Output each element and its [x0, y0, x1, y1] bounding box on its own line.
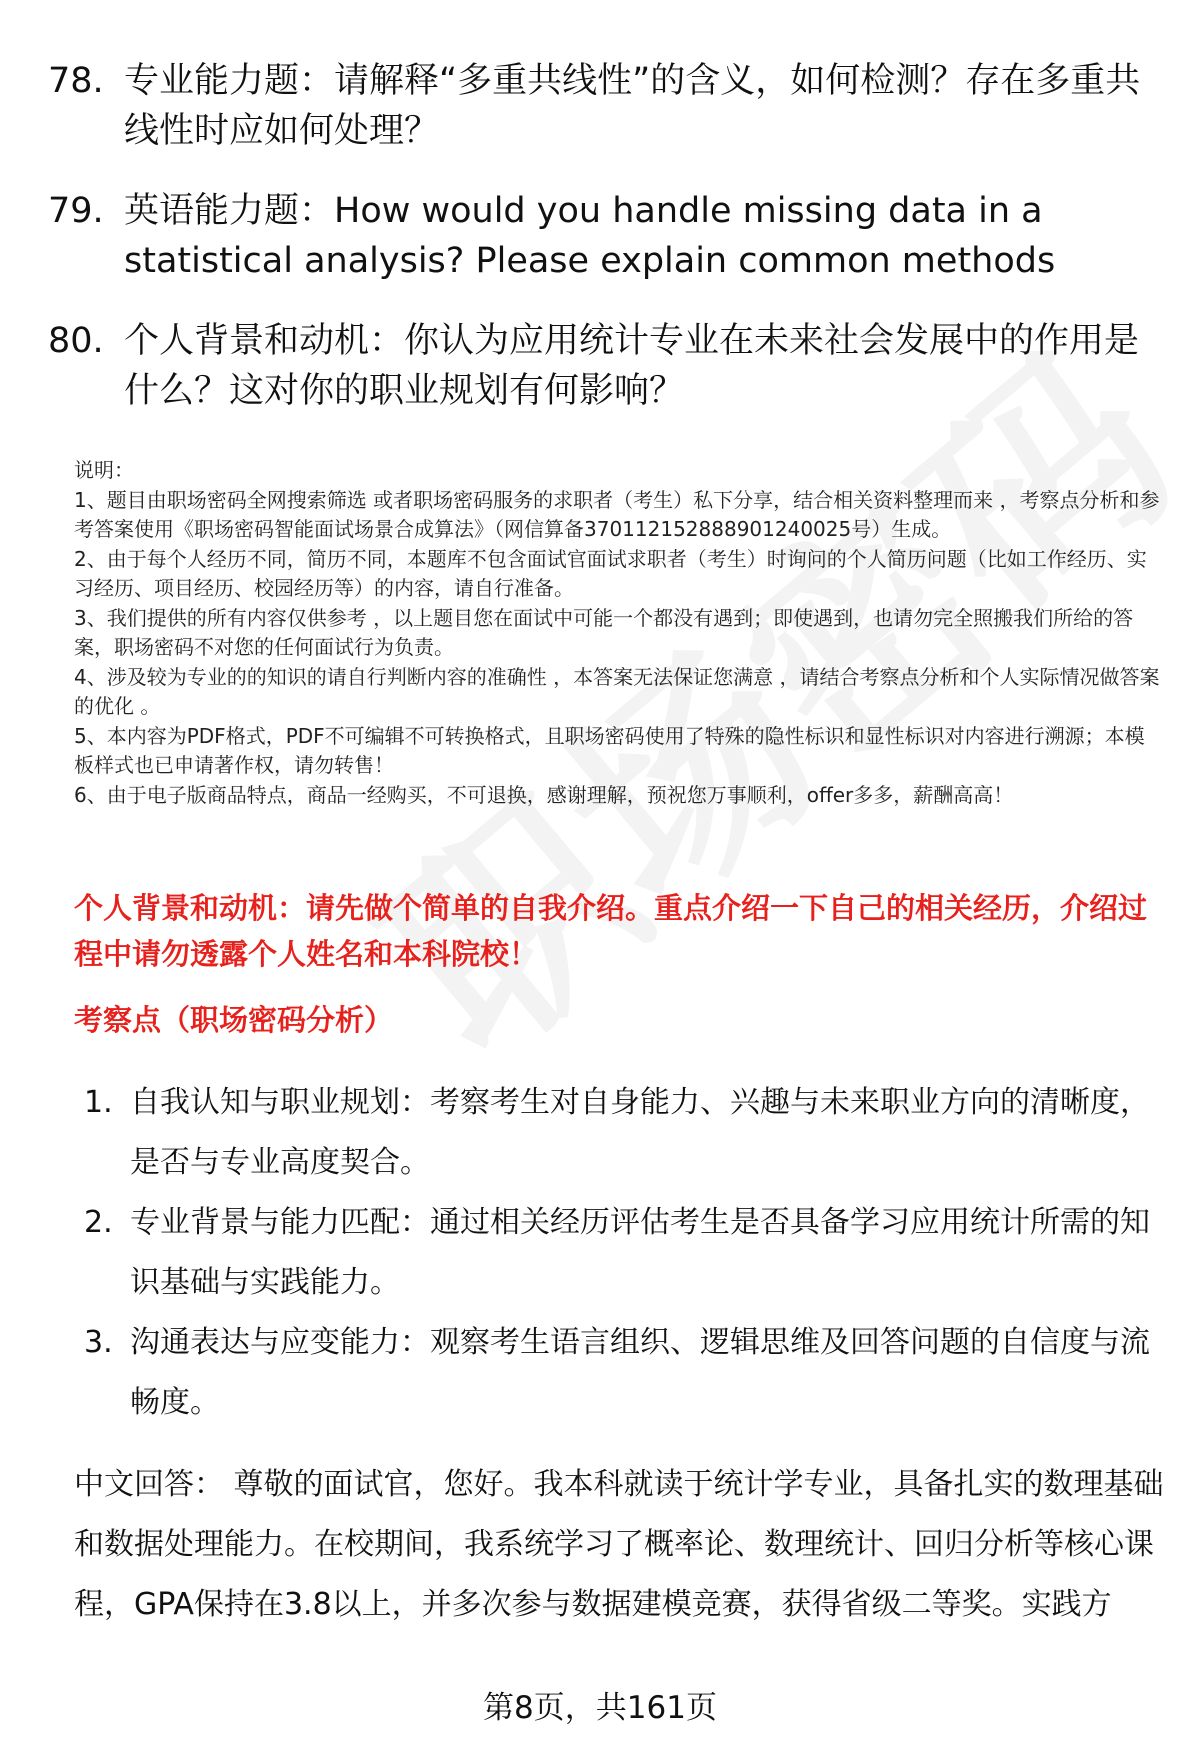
kaocha-title: 考察点（职场密码分析） [74, 1003, 394, 1037]
note-item: 4、涉及较为专业的的知识的请自行判断内容的准确性 ，本答案无法保证您满意 ，请结合考察点分析和个人实际情况做答案的优化 。 [74, 664, 1160, 718]
question-number: 79. [48, 191, 104, 231]
question-number: 80. [48, 321, 104, 361]
page-footer: 第8页，共161页 [483, 1690, 717, 1726]
note-item: 1、题目由职场密码全网搜索筛选 或者职场密码服务的求职者（考生）私下分享，结合相关资料整理而来 ，考察点分析和参考答案使用《职场密码智能面试场景合成算法》（网信算备370112152888901240025号）生成。 [74, 487, 1160, 541]
point-text: 专业背景与能力匹配：通过相关经历评估考生是否具备学习应用统计所需的知识基础与实践能力。 [130, 1205, 1150, 1300]
notes-title: 说明： [74, 458, 134, 482]
point-number: 3. [84, 1325, 113, 1360]
point-text: 沟通表达与应变能力：观察考生语言组织、逻辑思维及回答问题的自信度与流畅度。 [130, 1325, 1150, 1420]
question-text: 个人背景和动机：你认为应用统计专业在未来社会发展中的作用是什么？这对你的职业规划有何影响？ [124, 321, 1140, 411]
point-text: 自我认知与职业规划：考察考生对自身能力、兴趣与未来职业方向的清晰度，是否与专业高度契合。 [130, 1085, 1150, 1180]
kaocha-points [84, 1073, 1154, 1433]
question-number: 78. [48, 61, 104, 101]
kaocha-point [84, 1193, 1154, 1313]
answer-text: 中文回答： 尊敬的面试官，您好。我本科就读于统计学专业，具备扎实的数理基础和数据处理能力。在校期间，我系统学习了概率论、数理统计、回归分析等核心课程，GPA保持在3.8以上，并多次参与数据建模竞赛，获得省级二等奖。实践方 [74, 1467, 1164, 1622]
question-item [48, 316, 1158, 416]
note-item: 3、我们提供的所有内容仅供参考 ，以上题目您在面试中可能一个都没有遇到；即使遇到，也请勿完全照搬我们所给的答案，职场密码不对您的任何面试行为负责。 [74, 605, 1134, 659]
question-item [48, 56, 1158, 156]
note-item: 6、由于电子版商品特点，商品一经购买，不可退换，感谢理解，预祝您万事顺利，offer多多，薪酬高高！ [74, 782, 1014, 807]
point-number: 2. [84, 1205, 113, 1240]
question-item [48, 186, 1158, 286]
notes-section [74, 456, 1164, 810]
note-item: 2、由于每个人经历不同，简历不同，本题库不包含面试官面试求职者（考生）时询问的个人简历问题（比如工作经历、实习经历、项目经历、校园经历等）的内容，请自行准备。 [74, 546, 1147, 600]
main-question: 个人背景和动机：请先做个简单的自我介绍。重点介绍一下自己的相关经历，介绍过程中请勿透露个人姓名和本科院校！ [74, 891, 1148, 971]
point-number: 1. [84, 1085, 113, 1120]
note-item: 5、本内容为PDF格式，PDF不可编辑不可转换格式，且职场密码使用了特殊的隐性标识和显性标识对内容进行溯源；本模板样式也已申请著作权，请勿转售！ [74, 723, 1145, 777]
kaocha-point [84, 1313, 1154, 1433]
kaocha-point [84, 1073, 1154, 1193]
question-list [48, 56, 1158, 446]
question-text: 专业能力题：请解释“多重共线性”的含义，如何检测？存在多重共线性时应如何处理？ [124, 61, 1141, 151]
question-text: 英语能力题：How would you handle missing data in a statistical analysis? Please explain common methods [124, 191, 1056, 281]
